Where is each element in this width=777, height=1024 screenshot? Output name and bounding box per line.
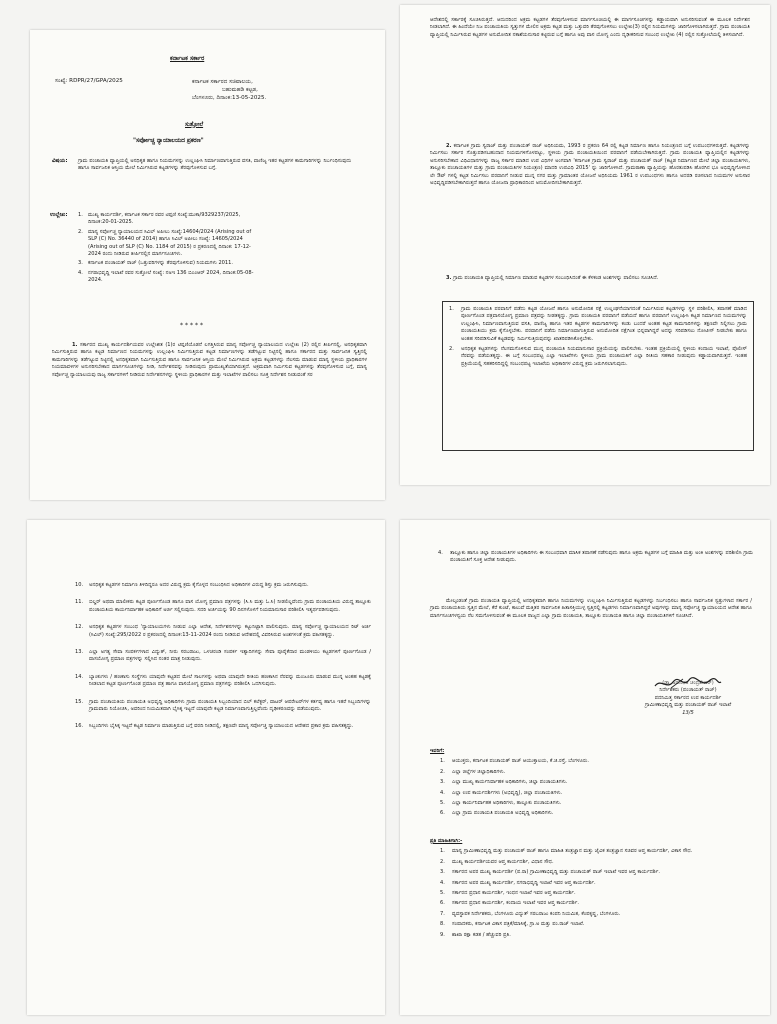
recipient-item: 2. ಎಲ್ಲಾ ಜಿಲ್ಲೆಗಳ ಜಿಲ್ಲಾಧಿಕಾರಿಗಳು. xyxy=(440,768,506,775)
guideline-number: 4. xyxy=(438,550,443,556)
copy-to-item: 6. ಸರ್ಕಾರದ ಪ್ರಧಾನ ಕಾರ್ಯದರ್ಶಿ, ಕಂದಾಯ ಇಲಾಖೆ ಇವರ ಆಪ್ತ ಕಾರ್ಯದರ್ಶಿ. xyxy=(440,900,579,907)
guideline-text: ತಾಲ್ಲೂಕು ಹಾಗೂ ಜಿಲ್ಲಾ ಪಂಚಾಯತಿಗಳ ಅಧಿಕಾರಿಗಳು ಈ ಸಂಬಂಧವಾಗಿ ಮಾಸಿಕ ತಪಾಸಣೆ ನಡೆಸುವುದು ಹಾಗೂ ಅಕ್ರಮ ಕಟ್ಟಡಗಳ ಬಗ್ಗೆ ಮಾಹಿತಿ ಮತ್ತು ಅಂಕಿ ಅಂಶಗಳನ್ನು ಪರಿಶೀಲಿಸಿ ಗ್ರಾಮ ಪಂಚಾಯತಿಗೆ ಸೂಕ್ತ ಆದೇಶ ನೀಡುವುದು. xyxy=(450,550,753,564)
recipient-text: ಎಲ್ಲಾ ಉಪ ಕಾರ್ಯದರ್ಶಿಗಳು (ಅಭಿವೃದ್ಧಿ), ಜಿಲ್ಲಾ ಪಂಚಾಯತಿಗಳು. xyxy=(452,789,563,796)
guideline-number: 14. xyxy=(75,673,84,680)
body-paragraph-3: 3. ಗ್ರಾಮ ಪಂಚಾಯತಿ ವ್ಯಾಪ್ತಿಯಲ್ಲಿ ನಿರ್ಮಾಣ ಮಾಡುವ ಕಟ್ಟಡಗಳ ಸಂಬಂಧಿಸಿದಂತೆ ಈ ಕೆಳಕಂಡ ಅಂಶಗಳನ್ನು ಪಾಲಿಸಲು ಸೂಚಿಸಿದೆ. xyxy=(446,275,659,281)
copy-to-item: 5. ಸರ್ಕಾರದ ಪ್ರಧಾನ ಕಾರ್ಯದರ್ಶಿ, ಇಂಧನ ಇಲಾಖೆ ಇವರ ಆಪ್ತ ಕಾರ್ಯದರ್ಶಿ. xyxy=(440,890,576,897)
reference-number: 1. xyxy=(78,212,83,218)
office-line: ಬಹುಮಹಡಿ ಕಟ್ಟಡ, xyxy=(222,87,258,93)
signature-block xyxy=(608,678,768,717)
guidelines-box xyxy=(442,301,754,451)
reference-number: ಸಂಖ್ಯೆ: RDPR/27/GPA/2025 xyxy=(55,78,123,84)
guideline-list xyxy=(75,582,371,741)
guideline-number: 2. xyxy=(449,346,454,353)
body-paragraph-continued: ಆದೇಶದಲ್ಲಿ ಸರ್ಕಾರಕ್ಕೆ ಸೂಚಿಸಿರುತ್ತದೆ. ಆದುದರಿಂದ ಅಕ್ರಮ ಕಟ್ಟಡಗಳ ತೆರವುಗೊಳಿಸುವ ಮಾರ್ಗಸೂಚಿಯಲ್ಲಿ ಈ ಮಾರ್ಗಸೂಚಿಗಳನ್ನು ಕಡ್ಡಾಯವಾಗಿ ಅನುಸರಿಸುವಂತೆ ಈ ಮೂಲಕ ನಿರ್ದೇಶನ ನೀಡಲಾಗಿದೆ. ಈ ಹಿಂದೆಯೇ ನಿಜ ಪಂಚಾಯತಿಯ ಸ್ವತ್ತುಗಳ ಮೇಲಿನ ಅಕ್ರಮ ಕಟ್ಟಡ ಮತ್ತು ಒತ್ತುವರಿ ತೆರವುಗೊಳಿಸಲು ಉಲ್ಲೇಖ(3) ರಲ್ಲಿನ ನಿಯಮಗಳನ್ನು ಜಾರಿಗೊಳಿಸಲಾಗಿರುತ್ತದೆ. ಗ್ರಾಮ ಪಂಚಾಯತಿ ವ್ಯಾಪ್ತಿಯಲ್ಲಿ ನಿರ್ಮಿಸಿರುವ ಕಟ್ಟಡಗಳ ಅನುಮೋದಿತ ನಕಾಶೆಯನುಸಾರ ಕಟ್ಟಿರುವ ಬಗ್ಗೆ ಹಾಗೂ ಅವು ವಾಸ ಯೋಗ್ಯ ಎಂದು ದೃಢೀಕರಿಸುವ ಸಂಬಂಧ ಉಲ್ಲೇಖ (4) ರಲ್ಲಿನ ಸುತ್ತೋಲೆಯಲ್ಲಿ ತಿಳಿಸಲಾಗಿದೆ. xyxy=(430,17,750,38)
paragraph-text: ಗ್ರಾಮ ಪಂಚಾಯತಿ ವ್ಯಾಪ್ತಿಯಲ್ಲಿ ನಿರ್ಮಾಣ ಮಾಡುವ ಕಟ್ಟಡಗಳ ಸಂಬಂಧಿಸಿದಂತೆ ಈ ಕೆಳಕಂಡ ಅಂಶಗಳನ್ನು ಪಾಲಿಸಲು ಸೂಚಿಸಿದೆ. xyxy=(453,275,659,281)
guideline-item-4 xyxy=(438,550,753,568)
guideline-item xyxy=(449,346,747,368)
recipient-text: ಎಲ್ಲಾ ಕಾರ್ಯನಿರ್ವಾಹಕ ಅಧಿಕಾರಿಗಳು, ತಾಲ್ಲೂಕು ಪಂಚಾಯತಿಗಳು. xyxy=(452,800,562,807)
recipient-item: 1. ಆಯುಕ್ತರು, ಕರ್ನಾಟಕ ಪಂಚಾಯತ್ ರಾಜ್ ಆಯುಕ್ತಾಲಯ, ಕೆ.ಜಿ.ರಸ್ತೆ, ಬೆಂಗಳೂರು. xyxy=(440,758,589,765)
guideline-item xyxy=(75,624,371,639)
guideline-number: 13. xyxy=(75,649,84,656)
document-page-2 xyxy=(400,5,770,485)
recipient-text: ಎಲ್ಲಾ ಮುಖ್ಯ ಕಾರ್ಯನಿರ್ವಾಹಕ ಅಧಿಕಾರಿಗಳು, ಜಿಲ್ಲಾ ಪಂಚಾಯತಿಗಳು. xyxy=(452,779,568,786)
guideline-number: 12. xyxy=(75,624,84,631)
reference-text: ಕರ್ನಾಟಕ ಪಂಚಾಯತ್ ರಾಜ್ (ಒತ್ತುವರಿಗಳನ್ನು ತೆರವುಗೊಳಿಸುವ) ನಿಯಮಗಳು 2011. xyxy=(88,260,234,267)
guideline-number: 11. xyxy=(75,599,84,606)
copy-to-item: 9. ಶಾಖಾ ರಕ್ಷಾ ಕಡತ / ಹೆಚ್ಚುವರಿ ಪ್ರತಿ. xyxy=(440,931,511,938)
copy-to-text: ಮಾನ್ಯ ಗ್ರಾಮೀಣಾಭಿವೃದ್ಧಿ ಮತ್ತು ಪಂಚಾಯತ್ ರಾಜ್ ಹಾಗೂ ಮಾಹಿತಿ ತಂತ್ರಜ್ಞಾನ ಮತ್ತು ಜೈವಿಕ ತಂತ್ರಜ್ಞಾನ ಸಚಿವರ ಆಪ್ತ ಕಾರ್ಯದರ್ಶಿ, ವಿಕಾಸ ಸೌಧ. xyxy=(452,848,693,855)
reference-number: 2. xyxy=(78,228,83,235)
guideline-text: ಅನಧಿಕೃತ ಕಟ್ಟಡಗಳ ಸಂಬಂಧ 'ನ್ಯಾಯಾಲಯಗಳು ನೀಡುವ ಎಲ್ಲಾ ಆದೇಶ, ನಿರ್ದೇಶನಗಳನ್ನು ಕಟ್ಟುನಿಟ್ಟಾಗಿ ಪಾಲಿಸುವುದು. ಮಾನ್ಯ ಸರ್ವೋಚ್ಚ ನ್ಯಾಯಾಲಯದ ರಿಟ್ ಅರ್ಜಿ (ಸಿವಿಲ್) ಸಂಖ್ಯೆ:295/2022 ರ ಪ್ರಕರಣದಲ್ಲಿ ದಿನಾಂಕ:13-11-2024 ರಂದು ನೀಡಿರುವ ಆದೇಶದಲ್ಲಿ ವಿವರಿಸಿರುವ ಅಂಶಗಳಂತೆ ಕ್ರಮ ವಹಿಸತಕ್ಕದ್ದು. xyxy=(89,624,371,638)
recipient-item: 3. ಎಲ್ಲಾ ಮುಖ್ಯ ಕಾರ್ಯನಿರ್ವಾಹಕ ಅಧಿಕಾರಿಗಳು, ಜಿಲ್ಲಾ ಪಂಚಾಯತಿಗಳು. xyxy=(440,779,568,786)
recipient-item: 5. ಎಲ್ಲಾ ಕಾರ್ಯನಿರ್ವಾಹಕ ಅಧಿಕಾರಿಗಳು, ತಾಲ್ಲೂಕು ಪಂಚಾಯತಿಗಳು. xyxy=(440,800,562,807)
guideline-text: ಗ್ರಾಮ ಪಂಚಾಯತಿಯ ಪಂಚಾಯತಿ ಅಭಿವೃದ್ಧಿ ಅಧಿಕಾರಿಗಳು ಗ್ರಾಮ ಪಂಚಾಯತಿ ಸಿಬ್ಬಂದಿಯಾದ ಬಿಲ್ ಕಲೆಕ್ಟರ್, ವಾಟರ್ ಆಪರೇಟರ್‌ಗಳ ಕರ್ತವ್ಯ ಹಾಗೂ ಇತರೆ ಸಿಬ್ಬಂದಿಗಳನ್ನು ಗ್ರಾಮವಾರು ನಿಯೋಜಿಸಿ, ಅವರಿಂದ ನಿಯಮಿತವಾಗಿ ಭೈಸಿಕ್ಕ ಇಟ್ಟದೆ ಯಾವುದೇ ಕಟ್ಟಡ ನಿರ್ಮಾಣವಾಗುತ್ತಿಲ್ಲವೆಂದು ದೃಢೀಕರಣವನ್ನು ಪಡೆಯುವುದು. xyxy=(89,698,371,713)
copy-to-text: ಸರ್ಕಾರದ ಅಪರ ಮುಖ್ಯ ಕಾರ್ಯದರ್ಶಿ (ಪ.ರಾ) ಗ್ರಾಮೀಣಾಭಿವೃದ್ಧಿ ಮತ್ತು ಪಂಚಾಯತ್ ರಾಜ್ ಇಲಾಖೆ ಇವರ ಆಪ್ತ ಕಾರ್ಯದರ್ಶಿ. xyxy=(452,869,660,876)
guideline-text: ಬ್ಯಾಂಕುಗಳು / ಹಣಕಾಸು ಸಂಸ್ಥೆಗಳು ಯಾವುದೇ ಕಟ್ಟಡದ ಮೇಲೆ ಸಾಲಗಳನ್ನು ಅಥವಾ ಯಾವುದೇ ರೀತಿಯ ಹಣಕಾಸಿನ ನೆರವನ್ನು ಮಂಜೂರು ಮಾಡುವ ಮುನ್ನ ಅಂತಹ ಕಟ್ಟಡಕ್ಕೆ ನೀಡಲಾದ ಕಟ್ಟಡ ಪೂರ್ಣಗೊಂಡ ಪ್ರಮಾಣ ಪತ್ರ ಹಾಗೂ ವಾಸಯೋಗ್ಯ ಪ್ರಮಾಣ ಪತ್ರಗಳನ್ನು ಪರಿಶೀಲಿಸಿ ಒದಗಿಸುವುದು. xyxy=(89,673,371,688)
separator-stars: ***** xyxy=(180,322,205,329)
recipient-item: 6. ಎಲ್ಲಾ ಗ್ರಾಮ ಪಂಚಾಯತಿ ಪಂಚಾಯತಿ ಅಭಿವೃದ್ಧಿ ಅಧಿಕಾರಿಗಳು. xyxy=(440,810,554,817)
copy-to-text: ಸರ್ಕಾರದ ಅಪರ ಮುಖ್ಯ ಕಾರ್ಯದರ್ಶಿ, ನಗರಾಭಿವೃದ್ಧಿ ಇಲಾಖೆ ಇವರ ಆಪ್ತ ಕಾರ್ಯದರ್ಶಿ. xyxy=(452,879,596,886)
reference-item xyxy=(78,229,258,259)
recipient-text: ಆಯುಕ್ತರು, ಕರ್ನಾಟಕ ಪಂಚಾಯತ್ ರಾಜ್ ಆಯುಕ್ತಾಲಯ, ಕೆ.ಜಿ.ರಸ್ತೆ, ಬೆಂಗಳೂರು. xyxy=(452,758,589,765)
guideline-item xyxy=(75,582,371,589)
signatory-designation: ಪದನಿಮಿತ್ತ ಸರ್ಕಾರದ ಉಪ ಕಾರ್ಯದರ್ಶಿ xyxy=(654,694,722,701)
copy-to-item: 7. ವ್ಯವಸ್ಥಾಪಕ ನಿರ್ದೇಶಕರು, ಬೆಂಗಳೂರು ವಿದ್ಯುತ್ ಸರಬರಾಜು ಕಂಪನಿ ನಿಯಮಿತ, ಕೆಂಪಕೃಷ್ಣ, ಬೆಂಗಳೂರು. xyxy=(440,910,621,917)
copy-to-text: ಮುಖ್ಯ ಕಾರ್ಯದರ್ಶಿಯವರ ಆಪ್ತ ಕಾರ್ಯದರ್ಶಿ, ವಿಧಾನ ಸೌಧ. xyxy=(452,858,554,865)
copy-to-text: ಸಂಪಾದಕರು, ಕರ್ನಾಟಕ ವಿಕಾಸ ಪತ್ರಿಕೆ/ಮಾಸಿಕ್ಕೆ, ಗ್ರಾ.ಅ ಮತ್ತು ಪಂ.ರಾಜ್ ಇಲಾಖೆ. xyxy=(452,921,585,928)
copy-to-text: ವ್ಯವಸ್ಥಾಪಕ ನಿರ್ದೇಶಕರು, ಬೆಂಗಳೂರು ವಿದ್ಯುತ್ ಸರಬರಾಜು ಕಂಪನಿ ನಿಯಮಿತ, ಕೆಂಪಕೃಷ್ಣ, ಬೆಂಗಳೂರು. xyxy=(452,910,621,917)
guideline-number: 16. xyxy=(75,723,84,730)
copy-to-item: 8. ಸಂಪಾದಕರು, ಕರ್ನಾಟಕ ವಿಕಾಸ ಪತ್ರಿಕೆ/ಮಾಸಿಕ್ಕೆ, ಗ್ರಾ.ಅ ಮತ್ತು ಪಂ.ರಾಜ್ ಇಲಾಖೆ. xyxy=(440,921,585,928)
references-section xyxy=(50,212,363,287)
signatory-department: ಗ್ರಾಮೀಣಾಭಿವೃದ್ಧಿ ಮತ್ತು ಪಂಚಾಯತ್ ರಾಜ್ ಇಲಾಖೆ xyxy=(644,702,732,709)
reference-item xyxy=(78,212,258,227)
copy-to-section xyxy=(430,838,750,942)
reference-item xyxy=(78,260,258,267)
copy-to-item: 3. ಸರ್ಕಾರದ ಅಪರ ಮುಖ್ಯ ಕಾರ್ಯದರ್ಶಿ (ಪ.ರಾ) ಗ್ರಾಮೀಣಾಭಿವೃದ್ಧಿ ಮತ್ತು ಪಂಚಾಯತ್ ರಾಜ್ ಇಲಾಖೆ ಇವರ ಆಪ್ತ ಕಾರ್ಯದರ್ಶಿ. xyxy=(440,869,660,876)
reference-text: ಮುಖ್ಯ ಕಾರ್ಯದರ್ಶಿ, ಕರ್ನಾಟಕ ಸರ್ಕಾರ ರವರ ಟಿಪ್ಪಣಿ ಸಂಖ್ಯೆ:ಮುಕಾ/9329237/2025, ದಿನಾಂಕ:20-01-2025. xyxy=(88,212,241,226)
copy-to-item: 4. ಸರ್ಕಾರದ ಅಪರ ಮುಖ್ಯ ಕಾರ್ಯದರ್ಶಿ, ನಗರಾಭಿವೃದ್ಧಿ ಇಲಾಖೆ ಇವರ ಆಪ್ತ ಕಾರ್ಯದರ್ಶಿ. xyxy=(440,879,596,886)
paragraph-text: ಕರ್ನಾಟಕ ಗ್ರಾಮ ಸ್ವರಾಜ್ ಮತ್ತು ಪಂಚಾಯತ್ ರಾಜ್ ಅಧಿನಿಯಮ, 1993 ರ ಪ್ರಕರಣ 64 ರಲ್ಲಿ ಕಟ್ಟಡ ನಿರ್ಮಾಣ ಹಾಗೂ ನಿಯಂತ್ರಣದ ಬಗ್ಗೆ ಉಪಬಂಧಗಳಿರುತ್ತವೆ. ಕಟ್ಟಡಗಳನ್ನು ನಿರ್ಮಿಸಲು ಸರ್ಕಾರ ಗೊತ್ತುಪಡಿಸಬಹುದಾದ ನಿಯಮಗಳಿಗೊಳಪಟ್ಟು, ಸ್ಥಳೀಯ ಗ್ರಾಮ ಪಂಚಾಯತಿಯಿಂದ ಪರವಾನಿಗೆ ಪಡೆಯಬೇಕಾಗಿರುತ್ತದೆ. ಗ್ರಾಮ ಪಂಚಾಯತಿ ವ್ಯಾಪ್ತಿಯಲ್ಲಿನ ಕಟ್ಟಡಗಳನ್ನು ಅನುಸರಿಸಬೇಕಾದ ವಿಧಿವಿಧಾನಗಳನ್ನು ರಾಜ್ಯ ಸರ್ಕಾರ ಮಾಡಿದ ಉಪ ವಿಧಿಗಳ ಅಂಗವಾಗಿ 'ಕರ್ನಾಟಕ ಗ್ರಾಮ ಸ್ವರಾಜ್ ಮತ್ತು ಪಂಚಾಯತ್ ರಾಜ್ (ಕಟ್ಟಡ ನಿರ್ಮಾಣದ ಮೇಲೆ ಜಿಲ್ಲಾ ಪಂಚಾಯತಿಗಳು, ತಾಲ್ಲೂಕು ಪಂಚಾಯತಿಗಳ ಮತ್ತು ಗ್ರಾಮ ಪಂಚಾಯತಿಗಳ ನಿಯಂತ್ರಣ) ಮಾದರಿ ಉಪವಿಧಿ 2015' ನ್ನು ಜಾರಿಗೊಳಿಸಿದೆ. ಗ್ರಾಮಠಾಣಾ ವ್ಯಾಪ್ತಿಯನ್ನು ಹೊರತುಪಡಿಸಿ ಹೊರಗಿನ ಭೂ ಅಭಿವೃದ್ಧಿಗೊಳಿಸಿದ ಲೇ ಔಟ್ ಗಳಲ್ಲಿ ಕಟ್ಟಡ ನಿರ್ಮಿಸಲು ಪರವಾನಿಗೆ ನೀಡುವ ಮುನ್ನ ನಗರ ಮತ್ತು ಗ್ರಾಮಾಂತರ ಯೋಜನೆ ಅಧಿನಿಯಮ 1961 ರ ಉಪಬಂಧಗಳು ಹಾಗೂ ಅದರಡಿ ರಚಿಸಲಾದ ನಿಯಮಗಳ ಅನುಸಾರ ಅಭಿವೃದ್ಧಿಪಡಿಸಬೇಕಾಗಿರುತ್ತದೆ ಹಾಗೂ ಯೋಜನಾ ಪ್ರಾಧಿಕಾರದಿಂದ ಅನುಮೋದಿಸಬೇಕಾಗಿರುತ್ತದೆ. xyxy=(430,143,750,187)
copy-to-text: ಸರ್ಕಾರದ ಪ್ರಧಾನ ಕಾರ್ಯದರ್ಶಿ, ಇಂಧನ ಇಲಾಖೆ ಇವರ ಆಪ್ತ ಕಾರ್ಯದರ್ಶಿ. xyxy=(452,890,576,897)
guideline-text: ಎಲ್ಲಾ ಅಗತ್ಯ ಸೇವಾ ಸಂಪರ್ಕಗಳಾದ ವಿದ್ಯುತ್, ನೀರು ಸರಬರಾಜು, ಒಳಚರಂಡಿ ಸಂಪರ್ಕ ಇತ್ಯಾದಿಗಳನ್ನು ಸೇವಾ ಪೂರೈಕೆದಾರ ಮಂಡಳಿಯು ಕಟ್ಟಡಗಳಿಗೆ ಪೂರ್ಣಗೊಂಡ / ವಾಸಯೋಗ್ಯ ಪ್ರಮಾಣ ಪತ್ರಗಳನ್ನು ಸಲ್ಲಿಸಿದ ನಂತರ ಮಾತ್ರ ನೀಡುವುದು. xyxy=(89,649,371,663)
guideline-item xyxy=(438,550,753,565)
guideline-item xyxy=(75,599,371,614)
body-paragraph-1: 1. ಸರ್ಕಾರದ ಮುಖ್ಯ ಕಾರ್ಯದರ್ಶಿಯವರ ಉಲ್ಲೇಖಿತ (1)ರ ಟಿಪ್ಪಣಿಯೊಡನೆ ಲಗತ್ತಿಸಿರುವ ಮಾನ್ಯ ಸರ್ವೋಚ್ಚ ನ್ಯಾಯಾಲಯದ ಉಲ್ಲೇಖ (2) ರಲ್ಲಿನ ತೀರ್ಪಿನಲ್ಲಿ, ಅನಧಿಕೃತವಾಗಿ ನಿರ್ಮಿಸುತ್ತಿರುವ ಹಾಗೂ ಕಟ್ಟಡ ನಿರ್ಮಾಣದ ನಿಯಮಗಳನ್ನು ಉಲ್ಲಂಘಿಸಿ ನಿರ್ಮಿಸುತ್ತಿರುವ ಕಟ್ಟಡ ನಿರ್ಮಾಣಗಳನ್ನು ತಡೆಗಟ್ಟುವ ನಿಟ್ಟಿನಲ್ಲಿ ಹಾಗೂ ಸರ್ಕಾರದ ಮತ್ತು ಸಾರ್ವಜನಿಕ ಸ್ವತ್ತಿನಲ್ಲಿ ಕಾಮಗಾರಿಗಳನ್ನು ತಡೆಗಟ್ಟುವ ನಿಟ್ಟಿನಲ್ಲಿ ಅನಧಿಕೃತವಾಗಿ ನಿರ್ಮಿಸುತ್ತಿರುವ ಹಾಗೂ ಸಾರ್ವಜನಿಕ ಆಸ್ತಿಯ ಮೇಲೆ ನಿರ್ಮಿಸಿರುವ ಅಕ್ರಮ ಕಟ್ಟಡಗಳನ್ನು ನೆಲಸಮ ಮಾಡುವ ಮಾನ್ಯ ಸ್ಥಳೀಯ ಪ್ರಾಧಿಕಾರಗಳ ನಿಯಮಾವಳಿಗಳ ಅನುಸರಿಸಬೇಕಾದ ಮಾರ್ಗಸೂಚಿಗಳನ್ನು ನೀಡಿ, ನಿರ್ದೇಶನವನ್ನು ನೀಡಿರುವುದು ಪ್ರಾಮುಖ್ಯತೆಯಾಗಿರುತ್ತದೆ. ಅಕ್ರಮವಾಗಿ ನಿರ್ಮಿಸುವ ಕಟ್ಟಡಗಳನ್ನು ತೆರವುಗೊಳಿಸುವ ಬಗ್ಗೆ, ಮಾನ್ಯ ಸರ್ವೋಚ್ಚ ನ್ಯಾಯಾಲಯವು ರಾಜ್ಯ ಸರ್ಕಾರಗಳಿಗೆ ನೀಡಿರುವ ನಿರ್ದೇಶನಗಳನ್ನು ಸ್ಥಳೀಯ ಪ್ರಾಧಿಕಾರಗಳ ಮತ್ತು ಇಲಾಖೆಗಳ ಪಾಲಿಸಲು ಸೂಕ್ತ ನಿರ್ದೇಶನ ನೀಡುವಂತೆ ಸರ xyxy=(52,342,367,378)
guideline-item xyxy=(75,674,371,689)
guideline-item xyxy=(75,649,371,664)
copy-to-item: 2. ಮುಖ್ಯ ಕಾರ್ಯದರ್ಶಿಯವರ ಆಪ್ತ ಕಾರ್ಯದರ್ಶಿ, ವಿಧಾನ ಸೌಧ. xyxy=(440,858,554,865)
reference-number: 3. xyxy=(78,260,83,267)
guideline-number: 15. xyxy=(75,698,84,705)
document-page-1 xyxy=(30,30,385,500)
recipient-text: ಎಲ್ಲಾ ಗ್ರಾಮ ಪಂಚಾಯತಿ ಪಂಚಾಯತಿ ಅಭಿವೃದ್ಧಿ ಅಧಿಕಾರಿಗಳು. xyxy=(452,810,554,817)
copy-to-label: ಪ್ರತಿ ಮಾಹಿತಿಗಾಗಿ:- xyxy=(430,838,463,844)
signature-mark xyxy=(653,676,723,692)
recipient-item: 4. ಎಲ್ಲಾ ಉಪ ಕಾರ್ಯದರ್ಶಿಗಳು (ಅಭಿವೃದ್ಧಿ), ಜಿಲ್ಲಾ ಪಂಚಾಯತಿಗಳು. xyxy=(440,789,563,796)
guideline-number: 1. xyxy=(449,306,454,312)
guideline-text: ಅನಧಿಕೃತ ಕಟ್ಟಡಗಳನ್ನು ನೆಲಸಮಗೊಳಿಸುವ ಮುನ್ನ ಪಂಚಾಯತಿ ನಿಯಮಾನುಸಾರ ಪ್ರಕ್ರಿಯೆಯನ್ನು ಪಾಲಿಸಬೇಕು. ಇಂತಹ ಪ್ರಕ್ರಿಯೆಯಲ್ಲಿ ಸ್ಥಳೀಯ ಕಂದಾಯ ಇಲಾಖೆ, ಪೊಲೀಸ್ ನೆರವನ್ನು ಪಡೆಯತಕ್ಕದ್ದು. ಈ ಬಗ್ಗೆ ಸಂಬಂಧಪಟ್ಟ ಎಲ್ಲಾ ಇಲಾಖೆಗಳು ಸ್ಥಳೀಯ ಗ್ರಾಮ ಪಂಚಾಯತಿಗೆ ಎಲ್ಲಾ ರೀತಿಯ ಸಹಕಾರ ನೀಡುವುದು ಕಡ್ಡಾಯವಾಗಿರುತ್ತದೆ. ಇಂತಹ ಪ್ರಕ್ರಿಯೆಯಲ್ಲಿ ಸಹಕರಿಸದಿದ್ದಲ್ಲಿ ಸಂಬಂಧಪಟ್ಟ ಇಲಾಖೆಯ ಅಧಿಕಾರಿಗಳ ವಿರುದ್ಧ ಕ್ರಮ ಜರುಗಿಸಲಾಗುವುದು. xyxy=(461,346,747,367)
guideline-text: ಗ್ರಾಮ ಪಂಚಾಯತಿ ಪರವಾನಿಗೆ ಪಡೆದು ಕಟ್ಟಡ ಯೋಜನೆ ಹಾಗೂ ಅನುಮೋದಿತ ನಕ್ಷೆ ಉಲ್ಲಂಘನೆಯಾಗದಂತೆ ನಿರ್ಮಿಸಿರುವ ಕಟ್ಟಡಗಳನ್ನು ಸ್ಥಳ ಪರಿಶೀಲಿಸಿ, ತಪಾಸಣೆ ಮಾಡಿದ ಪೂರ್ಣಗೊಂಡ ಪತ್ರವಾಸಯೋಗ್ಯ ಪ್ರಮಾಣ ಪತ್ರವನ್ನು ನೀಡತಕ್ಕದ್ದು. ಗ್ರಾಮ ಪಂಚಾಯತಿ ಪರವಾನಿಗೆ ಪಡೆಯದೆ ಹಾಗೂ ಪರವಾನಿಗೆ ಉಲ್ಲಂಘಿಸಿ ಕಟ್ಟಡ ನಿರ್ಮಾಣದ ನಿಯಮಗಳನ್ನು ಉಲ್ಲಂಘಿಸಿ, ನಿರ್ಮಾಣವಾಗುತ್ತಿರುವ ವಸತಿ, ವಾಣಿಜ್ಯ ಹಾಗೂ ಇತರ ಕಟ್ಟಡಗಳ ಕಾಮಗಾರಿಗಳನ್ನು ಕಂಡು ಬಂದರೆ ಅಂತಹ ಕಟ್ಟಡ ಕಾಮಗಾರಿಗಳನ್ನು ತಕ್ಷಣವೇ ನಿಲ್ಲಿಸಲು ಗ್ರಾಮ ಪಂಚಾಯತಿಯು ಕ್ರಮ ಕೈಗೊಳ್ಳಬೇಕು. ಪರವಾನಿಗೆ ಪಡೆದು ನಿರ್ಮಾಣವಾಗುತ್ತಿರುವ ಅನುಮೋದಿತ ನಕ್ಷೆಗಿಂತ ಭಿನ್ನವಾಗಿದ್ದರೆ ಅದನ್ನು ಸರಿಪಡಿಸಲು ನೋಟೀಸ್ ನೀಡಬೇಕು ಹಾಗೂ ಅಂತಹ ಸರಿಪಡಿಸುವಿಕೆ ಕಟ್ಟಡವನ್ನು ನಿರ್ಮಿಸುತ್ತಿರುವುದನ್ನು ಖಾತರಿಪಡಿಸಿಕೊಳ್ಳಬೇಕು. xyxy=(461,306,747,342)
document-page-4 xyxy=(400,520,770,1015)
recipients-section xyxy=(430,748,750,821)
subject-section xyxy=(52,158,363,173)
guideline-item xyxy=(75,699,371,714)
copy-to-text: ಸರ್ಕಾರದ ಪ್ರಧಾನ ಕಾರ್ಯದರ್ಶಿ, ಕಂದಾಯ ಇಲಾಖೆ ಇವರ ಆಪ್ತ ಕಾರ್ಯದರ್ಶಿ. xyxy=(452,900,579,907)
subject-text: ಗ್ರಾಮ ಪಂಚಾಯತಿ ವ್ಯಾಪ್ತಿಯಲ್ಲಿ ಅನಧಿಕೃತ ಹಾಗೂ ನಿಯಮಗಳನ್ನು ಉಲ್ಲಂಘಿಸಿ ನಿರ್ಮಾಣವಾಗುತ್ತಿರುವ ವಸತಿ, ವಾಣಿಜ್ಯ ಇತರ ಕಟ್ಟಡಗಳ ಕಾಮಗಾರಿಗಳನ್ನು ನಿರ್ಬಂಧಿಸುವುದು ಹಾಗೂ ಸಾರ್ವಜನಿಕ ಆಸ್ತಿಯ ಮೇಲೆ ನಿರ್ಮಿಸಿರುವ ಕಟ್ಟಡಗಳನ್ನು ತೆರವುಗೊಳಿಸುವ ಬಗ್ಗೆ. xyxy=(78,158,352,172)
reference-text: ನಗರಾಭಿವೃದ್ಧಿ ಇಲಾಖೆ ರವರ ಸುತ್ತೋಲೆ ಸಂಖ್ಯೆ: ನಅಇ 136 ಬಿಎಂಆರ್ 2024, ದಿನಾಂಕ:05-08-2024. xyxy=(88,269,254,284)
body-paragraph-2: 2. ಕರ್ನಾಟಕ ಗ್ರಾಮ ಸ್ವರಾಜ್ ಮತ್ತು ಪಂಚಾಯತ್ ರಾಜ್ ಅಧಿನಿಯಮ, 1993 ರ ಪ್ರಕರಣ 64 ರಲ್ಲಿ ಕಟ್ಟಡ ನಿರ್ಮಾಣ ಹಾಗೂ ನಿಯಂತ್ರಣದ ಬಗ್ಗೆ ಉಪಬಂಧಗಳಿರುತ್ತವೆ. ಕಟ್ಟಡಗಳನ್ನು ನಿರ್ಮಿಸಲು ಸರ್ಕಾರ ಗೊತ್ತುಪಡಿಸಬಹುದಾದ ನಿಯಮಗಳಿಗೊಳಪಟ್ಟು, ಸ್ಥಳೀಯ ಗ್ರಾಮ ಪಂಚಾಯತಿಯಿಂದ ಪರವಾನಿಗೆ ಪಡೆಯಬೇಕಾಗಿರುತ್ತದೆ. ಗ್ರಾಮ ಪಂಚಾಯತಿ ವ್ಯಾಪ್ತಿಯಲ್ಲಿನ ಕಟ್ಟಡಗಳನ್ನು ಅನುಸರಿಸಬೇಕಾದ ವಿಧಿವಿಧಾನಗಳನ್ನು ರಾಜ್ಯ ಸರ್ಕಾರ ಮಾಡಿದ ಉಪ ವಿಧಿಗಳ ಅಂಗವಾಗಿ 'ಕರ್ನಾಟಕ ಗ್ರಾಮ ಸ್ವರಾಜ್ ಮತ್ತು ಪಂಚಾಯತ್ ರಾಜ್ (ಕಟ್ಟಡ ನಿರ್ಮಾಣದ ಮೇಲೆ ಜಿಲ್ಲಾ ಪಂಚಾಯತಿಗಳು, ತಾಲ್ಲೂಕು ಪಂಚಾಯತಿಗಳ ಮತ್ತು ಗ್ರಾಮ ಪಂಚಾಯತಿಗಳ ನಿಯಂತ್ರಣ) ಮಾದರಿ ಉಪವಿಧಿ 2015' ನ್ನು ಜಾರಿಗೊಳಿಸಿದೆ. ಗ್ರಾಮಠಾಣಾ ವ್ಯಾಪ್ತಿಯನ್ನು ಹೊರತುಪಡಿಸಿ ಹೊರಗಿನ ಭೂ ಅಭಿವೃದ್ಧಿಗೊಳಿಸಿದ ಲೇ ಔಟ್ ಗಳಲ್ಲಿ ಕಟ್ಟಡ ನಿರ್ಮಿಸಲು ಪರವಾನಿಗೆ ನೀಡುವ ಮುನ್ನ ನಗರ ಮತ್ತು ಗ್ರಾಮಾಂತರ ಯೋಜನೆ ಅಧಿನಿಯಮ 1961 ರ ಉಪಬಂಧಗಳು ಹಾಗೂ ಅದರಡಿ ರಚಿಸಲಾದ ನಿಯಮಗಳ ಅನುಸಾರ ಅಭಿವೃದ್ಧಿಪಡಿಸಬೇಕಾಗಿರುತ್ತದೆ ಹಾಗೂ ಯೋಜನಾ ಪ್ರಾಧಿಕಾರದಿಂದ ಅನುಮೋದಿಸಬೇಕಾಗಿರುತ್ತದೆ. xyxy=(430,143,750,187)
guideline-item xyxy=(75,723,371,730)
references-label: ಉಲ್ಲೇಖ: xyxy=(50,212,68,218)
circular-label: ಸುತ್ತೋಲೆ xyxy=(185,122,204,128)
recipient-text: ಎಲ್ಲಾ ಜಿಲ್ಲೆಗಳ ಜಿಲ್ಲಾಧಿಕಾರಿಗಳು. xyxy=(452,768,506,775)
reference-item xyxy=(78,270,258,285)
reference-text: ಮಾನ್ಯ ಸರ್ವೋಚ್ಚ ನ್ಯಾಯಾಲಯದ ಸಿವಿಲ್ ಅಪೀಲು ಸಂಖ್ಯೆ:14604/2024 (Arising out of SLP (C) No. 36440 of 2014) ಹಾಗೂ ಸಿವಿಲ್ ಅಪೀಲು ಸಂಖ್ಯೆ: 14605/2024 (Arising out of SLP (C) No. 1184 of 2015) ರ ಪ್ರಕರಣದಲ್ಲಿ ದಿನಾಂಕ: 17-12-2024 ರಂದು ನೀಡಿರುವ ತೀರ್ಪಿನಲ್ಲಿನ ಮಾರ್ಗಸೂಚಿಗಳು. xyxy=(88,228,252,258)
signature-date: 13/5 xyxy=(682,709,694,716)
signatory-name: (ಡಾ. ಅರುಂಧತಿ ಚಂದ್ರಶೇಖರ್) xyxy=(662,680,714,686)
guideline-number: 10. xyxy=(75,582,84,588)
copy-to-item: 1. ಮಾನ್ಯ ಗ್ರಾಮೀಣಾಭಿವೃದ್ಧಿ ಮತ್ತು ಪಂಚಾಯತ್ ರಾಜ್ ಹಾಗೂ ಮಾಹಿತಿ ತಂತ್ರಜ್ಞಾನ ಮತ್ತು ಜೈವಿಕ ತಂತ್ರಜ್ಞಾನ ಸಚಿವರ ಆಪ್ತ ಕಾರ್ಯದರ್ಶಿ, ವಿಕಾಸ ಸೌಧ. xyxy=(440,848,693,855)
header-title: ಕರ್ನಾಟಕ ಸರ್ಕಾರ xyxy=(170,55,205,62)
subject-title: "ಸರ್ವೋಚ್ಚ ನ್ಯಾಯಾಲಯದ ಪ್ರಕರಣ" xyxy=(133,138,204,144)
subject-label: ವಿಷಯ: xyxy=(52,158,68,164)
copy-to-list xyxy=(430,848,750,939)
office-line: ಕರ್ನಾಟಕ ಸರ್ಕಾರದ ಸಚಿವಾಲಯ, xyxy=(192,79,253,85)
paragraph-text: ಸರ್ಕಾರದ ಮುಖ್ಯ ಕಾರ್ಯದರ್ಶಿಯವರ ಉಲ್ಲೇಖಿತ (1)ರ ಟಿಪ್ಪಣಿಯೊಡನೆ ಲಗತ್ತಿಸಿರುವ ಮಾನ್ಯ ಸರ್ವೋಚ್ಚ ನ್ಯಾಯಾಲಯದ ಉಲ್ಲೇಖ (2) ರಲ್ಲಿನ ತೀರ್ಪಿನಲ್ಲಿ, ಅನಧಿಕೃತವಾಗಿ ನಿರ್ಮಿಸುತ್ತಿರುವ ಹಾಗೂ ಕಟ್ಟಡ ನಿರ್ಮಾಣದ ನಿಯಮಗಳನ್ನು ಉಲ್ಲಂಘಿಸಿ ನಿರ್ಮಿಸುತ್ತಿರುವ ಕಟ್ಟಡ ನಿರ್ಮಾಣಗಳನ್ನು ತಡೆಗಟ್ಟುವ ನಿಟ್ಟಿನಲ್ಲಿ ಹಾಗೂ ಸರ್ಕಾರದ ಮತ್ತು ಸಾರ್ವಜನಿಕ ಸ್ವತ್ತಿನಲ್ಲಿ ಕಾಮಗಾರಿಗಳನ್ನು ತಡೆಗಟ್ಟುವ ನಿಟ್ಟಿನಲ್ಲಿ ಅನಧಿಕೃತವಾಗಿ ನಿರ್ಮಿಸುತ್ತಿರುವ ಹಾಗೂ ಸಾರ್ವಜನಿಕ ಆಸ್ತಿಯ ಮೇಲೆ ನಿರ್ಮಿಸಿರುವ ಅಕ್ರಮ ಕಟ್ಟಡಗಳನ್ನು ನೆಲಸಮ ಮಾಡುವ ಮಾನ್ಯ ಸ್ಥಳೀಯ ಪ್ರಾಧಿಕಾರಗಳ ನಿಯಮಾವಳಿಗಳ ಅನುಸರಿಸಬೇಕಾದ ಮಾರ್ಗಸೂಚಿಗಳನ್ನು ನೀಡಿ, ನಿರ್ದೇಶನವನ್ನು ನೀಡಿರುವುದು ಪ್ರಾಮುಖ್ಯತೆಯಾಗಿರುತ್ತದೆ. ಅಕ್ರಮವಾಗಿ ನಿರ್ಮಿಸುವ ಕಟ್ಟಡಗಳನ್ನು ತೆರವುಗೊಳಿಸುವ ಬಗ್ಗೆ, ಮಾನ್ಯ ಸರ್ವೋಚ್ಚ ನ್ಯಾಯಾಲಯವು ರಾಜ್ಯ ಸರ್ಕಾರಗಳಿಗೆ ನೀಡಿರುವ ನಿರ್ದೇಶನಗಳನ್ನು ಸ್ಥಳೀಯ ಪ್ರಾಧಿಕಾರಗಳ ಮತ್ತು ಇಲಾಖೆಗಳ ಪಾಲಿಸಲು ಸೂಕ್ತ ನಿರ್ದೇಶನ ನೀಡುವಂತೆ ಸರ xyxy=(52,342,367,378)
signatory-title: ನಿರ್ದೇಶಕರು (ಪಂಚಾಯತ್ ರಾಜ್) xyxy=(659,687,717,694)
closing-paragraph: ಮೇಲ್ಕಂಡಂತೆ ಗ್ರಾಮ ಪಂಚಾಯತಿ ವ್ಯಾಪ್ತಿಯಲ್ಲಿ ಅನಧಿಕೃತವಾಗಿ ಹಾಗೂ ನಿಯಮಗಳನ್ನು ಉಲ್ಲಂಘಿಸಿ ನಿರ್ಮಿಸುತ್ತಿರುವ ಕಟ್ಟಡಗಳನ್ನು ನಿರ್ಬಂಧಿಸಲು ಹಾಗೂ ಸಾರ್ವಜನಿಕ ಸ್ವತ್ತುಗಳಾದ ಸರ್ಕಾರ / ಗ್ರಾಮ ಪಂಚಾಯತಿಯ ಸ್ವತ್ತಿನ ಮೇಲೆ, ಕೆರೆ ಕುಂಟೆ, ಕಾಲುವೆ ಮತ್ತಿತರ ಸಾರ್ವಜನಿಕ ಹಿತಾಸಕ್ತಿಯುಳ್ಳ ಸ್ವತ್ತಿನಲ್ಲಿ ಕಟ್ಟಡಗಳು ನಿರ್ಮಾಣವಾಗಿದ್ದರೆ ಅವುಗಳನ್ನು ಮಾನ್ಯ ಸರ್ವೋಚ್ಚ ನ್ಯಾಯಾಲಯದ ಆದೇಶ ಹಾಗೂ ಮಾರ್ಗಸೂಚಿಗಳನ್ವಯ ನೆಲ ಸಮಗೊಳಿಸುವಂತೆ ಈ ಮೂಲಕ ರಾಜ್ಯದ ಎಲ್ಲಾ ಗ್ರಾಮ ಪಂಚಾಯತಿ, ತಾಲ್ಲೂಕು ಪಂಚಾಯತಿ ಹಾಗೂ ಜಿಲ್ಲಾ ಪಂಚಾಯತಿಗಳಿಗೆ ಸೂಚಿಸಿದೆ. xyxy=(430,598,752,619)
guideline-text: ಅನಧಿಕೃತ ಕಟ್ಟಡಗಳ ನಿರ್ಮಾಣ ತಿಳಿದಿದ್ದರೂ ಅದರ ವಿರುದ್ಧ ಕ್ರಮ ಕೈಗೊಳ್ಳದ ಸಂಬಂಧಿಸಿದ ಅಧಿಕಾರಿಗಳ ವಿರುದ್ಧ ಶಿಸ್ತು ಕ್ರಮ ಜರುಗಿಸುವುದು. xyxy=(89,582,309,588)
guideline-item xyxy=(449,306,747,343)
recipients-list xyxy=(430,758,750,817)
office-address xyxy=(192,78,372,102)
document-page-3 xyxy=(27,520,385,1015)
office-line: ಬೆಂಗಳೂರು, ದಿನಾಂಕ:13-05-2025. xyxy=(192,95,267,101)
copy-to-text: ಶಾಖಾ ರಕ್ಷಾ ಕಡತ / ಹೆಚ್ಚುವರಿ ಪ್ರತಿ. xyxy=(452,931,511,938)
guideline-text: ಸಿಬ್ಬಂದಿಗಳು ಭೈಸಿಕ್ಕ ಇಟ್ಟದೆ ಕಟ್ಟಡ ನಿರ್ಮಾಣ ಮಾಡುತ್ತಿರುವ ಬಗ್ಗೆ ವರದಿ ನೀಡಿದಲ್ಲಿ, ತಕ್ಷಣವೇ ಮಾನ್ಯ ಸರ್ವೋಚ್ಚ ನ್ಯಾಯಾಲಯದ ಆದೇಶದ ಪ್ರಕಾರ ಕ್ರಮ ವಹಿಸತಕ್ಕದ್ದು. xyxy=(89,723,354,730)
recipients-label: ಇವರಿಗೆ: xyxy=(430,748,445,754)
guideline-text: ಬಿಲ್ಡರ್ ಅಥವಾ ಮಾಲೀಕರು ಕಟ್ಟಡ ಪೂರ್ಣಗೊಂಡ ಹಾಗೂ ವಾಸ ಯೋಗ್ಯ ಪ್ರಮಾಣ ಪತ್ರಗಳನ್ನು (ಸಿ.ಸಿ ಮತ್ತು ಓ.ಸಿ) ನೀಡಲಿಲ್ಲವೆಂದು ಗ್ರಾಮ ಪಂಚಾಯತಿಯ ವಿರುದ್ಧ ತಾಲ್ಲೂಕು ಪಂಚಾಯತಿಯ ಕಾರ್ಯನಿರ್ವಾಹಕ ಅಧಿಕಾರಿಗೆ ಅರ್ಜಿ ಸಲ್ಲಿಸುವುದು. ಸದರಿ ಅರ್ಜಿಯನ್ನು 90 ದಿನಗಳೊಳಗೆ ನಿಯಮಾನುಸಾರ ಪರಿಶೀಲಿಸಿ ಇತ್ಯರ್ಥಪಡಿಸುವುದು. xyxy=(89,599,371,613)
reference-number: 4. xyxy=(78,269,83,276)
